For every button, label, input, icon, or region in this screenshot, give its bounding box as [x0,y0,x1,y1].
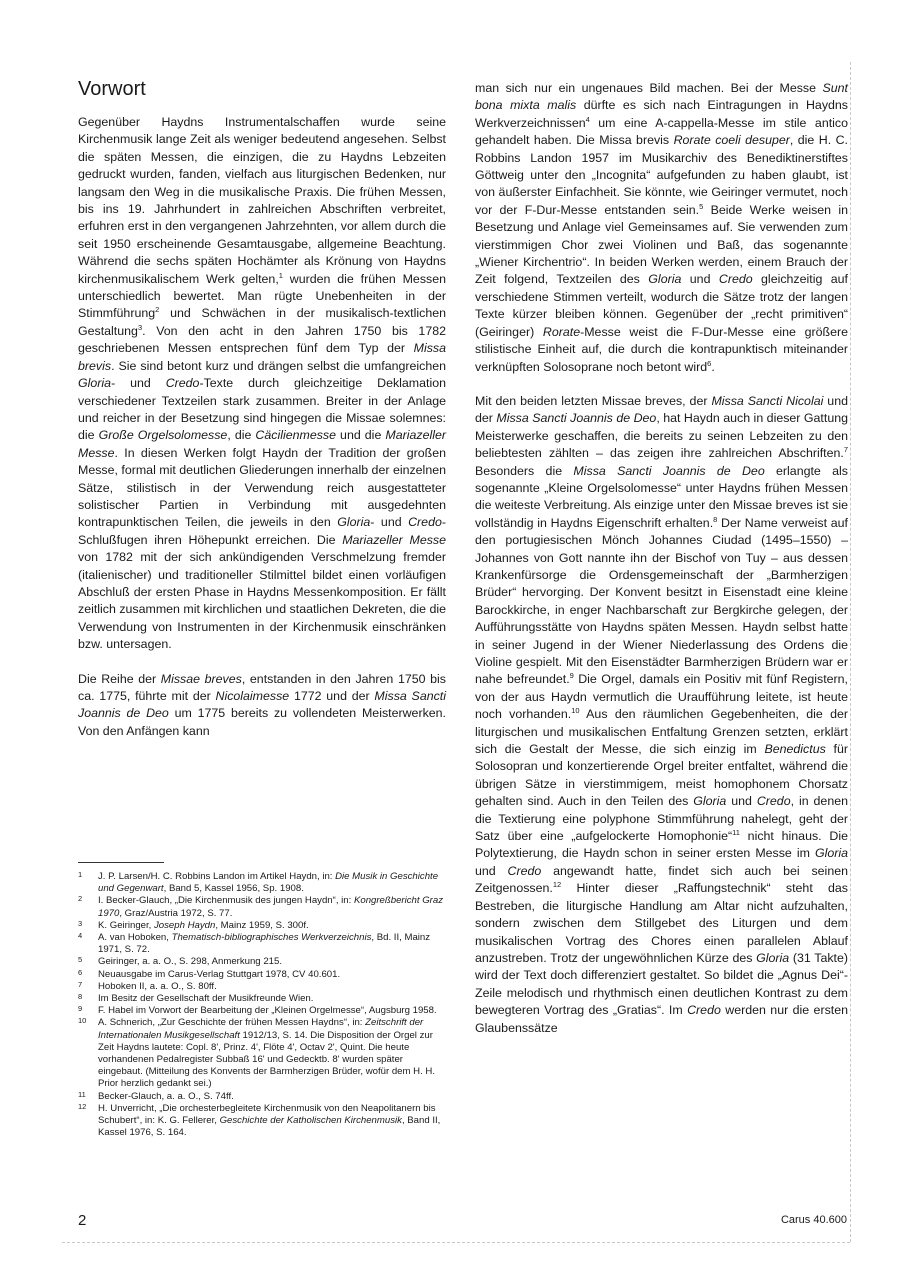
text-run: Geiringer, a. a. O., S. 298, Anmerkung 215. [98,956,282,968]
italic-text: Credo [756,794,791,809]
text-run: I. Becker-Glauch, „Die Kirchenmusik des jungen Haydn“, in: [98,895,354,907]
text-run: -Messe weist die F-Dur-Messe eine größere stilistische Einheit auf, die durch die kontrapunktisch miteinander verknüpften Solosoprane noch betont wird [475,324,848,374]
text-run: Becker-Glauch, a. a. O., S. 74ff. [98,1090,234,1102]
text-run: und [475,863,508,878]
paragraph [475,80,848,376]
text-run: . Von den acht in den Jahren 1750 bis 1782 geschriebenen Messen entsprechen fünf dem Typ der [78,323,446,356]
right-column-body [475,80,848,1037]
italic-text: Missa Sancti Nicolai [711,393,824,408]
text-run: , Band 5, Kassel 1956, Sp. 1908. [163,883,304,895]
italic-text: Kongreßbericht Graz 1970 [98,895,443,919]
text-run: um 1775 bereits zu vollendeten Meisterwerken. Von den Anfängen kann [78,706,446,738]
text-run: Neuausgabe im Carus-Verlag Stuttgart 1978, CV 40.601. [98,968,341,980]
text-run: man sich nur ein ungenaues Bild machen. Bei der Messe [475,81,823,95]
footnote [78,895,446,919]
page-title: Vorwort [78,78,146,100]
italic-text: Gloria [814,846,848,861]
text-run: für Solosopran und konzertierende Orgel breiter entfaltet, während die übrigen Sätze in vierstimmigem, meist homophonem Chorsatz gehalten sind. Auch in den Teilen des [475,742,848,809]
italic-text: Credo [718,272,753,287]
text-run: um eine A-cappella-Messe im stile antico gehandelt haben. Die Missa brevis [475,115,848,148]
italic-text: Credo [165,376,200,391]
italic-text: Credo [687,1003,721,1018]
italic-text: Große Orgelsolomesse [98,428,228,443]
footnote-number: 11 [78,1089,86,1099]
text-run: Hoboken II, a. a. O., S. 80ff. [98,980,217,992]
text-run: Gegenüber Haydns Instrumentalschaffen wurde seine Kirchenmusik lange Zeit als weniger bedeutend angesehen. Selbst die späten Messen, die einzigen, die zu Haydns Lebzeiten gedruckt wurden, fanden, vielfach aus liturgischen Bedenken, nur langsam den Weg in die musikalische Praxis. Die frühen Messen, bis ins 19. Jahrhundert in zahlreichen Abschriften verbreitet, erfuhren erst in den vergangenen Jahrzehnten, vor allem durch die seit 1950 erscheinende Gesamtausgabe, allgemeine Beachtung. Während die sechs späten Hochämter als Krönung von Haydns kirchenmusikalischem Werk gelten, [78,115,446,286]
italic-text: Nicolaimesse [215,689,290,703]
text-run: gleichzeitig auf verschiedene Stimmen verteilt, wodurch die Sätze trotz der langen Texte kürzer bleiben können. Gegenüber der „recht primitiven“ (Geiringer) [475,272,848,339]
footnote-list [78,871,446,1139]
text-run: A. Schnerich, „Zur Geschichte der frühen Messen Haydns“, in: [98,1017,366,1029]
paragraph [475,393,848,1037]
text-run: angewandt hatte, findet sich auch bei seinen Zeitgenossen. [475,863,848,896]
italic-text: Missa Sancti Joannis de Deo [78,689,446,721]
italic-text: Gloria [648,272,682,287]
footnote-ref: 1 [278,270,283,280]
italic-text: Geschichte der Katholischen Kirchenmusik [219,1115,402,1127]
footnote-ref: 12 [552,880,562,890]
text-run: Hinter dieser „Raffungstechnik“ steht das Bestreben, die liturgische Handlung am Altar nicht aufzuhalten, sondern zwischen dem Stillgebet des Liturgen und dem musikalischen Vortrag des Chores einen parallelen Ablauf anzustreben. Trotz der ungewöhnlichen Kürze des [475,881,848,965]
footnotes [78,862,446,1139]
italic-text: Rorate coeli desuper [673,133,790,148]
footnote [78,920,446,932]
footnote-ref: 11 [732,827,740,837]
italic-text: Gloria [756,950,790,965]
footnote [78,956,446,968]
italic-text: Missa brevis [78,341,446,373]
footnote-ref: 2 [155,305,160,315]
italic-text: Missa Sancti Joannis de Deo [573,463,765,478]
footnote-number: 2 [78,894,83,904]
text-run: , in denen die Textierung eine polyphone Stimmführung nahelegt, geht der Satz über eine „aufgelockerte Homophonie“ [475,794,848,844]
footnote [78,1091,446,1103]
italic-text: Gloria [693,794,727,809]
footnote-ref: 4 [585,114,590,124]
text-run: , Graz/Austria 1972, S. 77. [119,907,233,919]
text-run: H. Unverricht, „Die orchesterbegleitete Kirchenmusik von den Neapolitanern bis Schubert“, in: K. G. Fellerer, [98,1102,436,1127]
italic-text: Missae breves [160,671,242,686]
text-run: und [681,272,719,287]
italic-text: Gloria [337,515,371,530]
paragraph [78,671,446,741]
text-run: erlangte als sogenannte „Kleine Orgelsolomesse“ unter Haydns frühen Messen die weiteste Verbreitung. Als einzige unter den Missae breves ist sie vollständig in Haydns Eigenschrift erhalten. [475,463,848,530]
text-run: K. Geiringer, [98,919,154,931]
italic-text: Zeitschrift der Internationalen Musikgesellschaft [98,1017,424,1041]
footnote-number: 1 [78,870,83,879]
text-run: , die H. C. Robbins Landon 1957 im Musikarchiv des Benediktinerstiftes Göttweig unter den „Incognita“ aufgefunden zu haben glaubt, ist von äußerster Einfachheit. Sie könnte, wie Geiringer vermutet, noch vor der F-Dur-Messe entstanden sein. [475,133,848,217]
text-run: Besonders die [475,463,574,478]
footnote-rule [78,862,164,863]
page-edge-bottom [62,1242,850,1243]
footnote-number: 10 [78,1016,87,1026]
text-run: , Band II, Kassel 1976, S. 164. [98,1115,441,1139]
text-run: und [726,794,757,809]
footnote-ref: 8 [713,514,718,524]
text-run: -Schlußfugen ihren Höhepunkt erreichen. Die [78,515,446,547]
text-run: (31 Takte) wird der Text doch differenziert gestaltet. So bildet die „Agnus Dei“-Zeile melodisch und rhythmisch einen deutlichen Kontrast zu dem bewegteren Vortrag des „Gratias“. Im [475,950,848,1018]
footnote-ref: 7 [843,445,848,454]
text-run: Im Besitz der Gesellschaft der Musikfreunde Wien. [98,993,314,1005]
footnote [78,932,446,956]
italic-text: Benedictus [764,742,826,757]
footnote-number: 3 [78,918,83,928]
text-run: - und [370,515,409,530]
text-run: werden nur die ersten Glaubenssätze [475,1003,848,1035]
footnote [78,1103,446,1140]
footnote-ref: 3 [137,322,143,332]
text-run: wurden die frühen Messen unterschiedlich bewertet. Man rügte Unebenheiten in der Stimmführung [78,271,446,321]
text-run: dürfte es sich nach Eintragungen in Haydns Werkverzeichnissen [475,98,848,130]
text-run: . Sie sind betont kurz und drängen selbst die umfangreichen [111,358,446,373]
text-run: . [711,359,715,374]
footnote-ref: 5 [699,201,704,211]
italic-text: Cäcilienmesse [255,428,336,443]
italic-text: Mariazeller Messe [78,428,446,460]
footnote-number: 5 [78,955,83,965]
text-run: , entstanden in den Jahren 1750 bis ca. 1775, führte mit der [78,671,446,703]
italic-text: Sunt bona mixta malis [475,81,848,113]
italic-text: Joseph Haydn [154,919,216,931]
footnote-number: 6 [78,967,83,977]
footnote [78,993,446,1005]
text-run: Die Orgel, damals ein Positiv mit fünf Registern, von der aus Haydn vermutlich die Uraufführung leitete, ist heute noch vorhanden. [475,672,848,722]
footnote [78,1005,446,1017]
text-run: 1772 und der [289,689,375,703]
catalog-number: Carus 40.600 [780,1214,847,1226]
text-run: Der Name verweist auf den portugiesischen Mönch Johannes Ciudad (1495–1550) – Johannes von Gott nannte ihn der Bischof von Tuy – aus dessen Krankenfürsorge die Ordensgemeinschaft der „Barmherzigen Brüder“ hervorging. Der Konvent besitzt in Eisenstadt eine kleine Barockkirche, in enger Nachbarschaft zur Bergkirche gelegen, der Aufführungsstätte von Haydns späten Messen. Haydn selbst hatte in seiner Jugend in der Wiener Niederlassung des Ordens die Violine gespielt. Mit den Eisenstädter Barmherzigen Brüdern war er nahe befreundet. [475,515,848,687]
page-edge-right [850,62,851,1242]
text-run: und Schwächen in der musikalisch-textlichen Gestaltung [78,306,446,338]
italic-text: Die Musik in Geschichte und Gegenwart [98,871,439,895]
italic-text: Credo [408,515,442,530]
left-column [78,78,446,757]
italic-text: Rorate [542,324,581,339]
footnote-number: 7 [78,979,83,989]
footnote [78,1017,446,1090]
italic-text: Mariazeller Messe [342,532,446,547]
italic-text: Thematisch-bibliographisches Werkverzeichnis [171,932,372,944]
right-column [475,80,848,1054]
text-run: -Texte durch gleichzeitige Deklamation verschiedener Textzeilen stark zusammen. Breiter in der Anlage und reicher in der Besetzung sind hingegen die Missae solemnes: die [78,376,447,443]
text-run: . In diesen Werken folgt Haydn der Tradition der großen Messe, formal mit deutlichen Gliederungen innerhalb der einzelnen Sätze, stilistisch in der Verwendung reich ausgestatteter solistischer Partien in Verbindung mit ausgedehnten kontrapunktischen Teilen, die jeweils in den [78,445,446,530]
paragraph [78,114,446,654]
text-run: von 1782 mit der sich ankündigenden Verschmelzung fremder (italienischer) und traditioneller Stilmittel bildet einen vorläufigen Abschluß der ersten Phase in Haydns Messenkomposition. Er fällt zeitlich zusammen mit kirchlichen und staatlichen Dekreten, die die Verwendung von Instrumenten in der Kirchenmusik einschränken bzw. untersagen. [78,550,446,652]
page-number: 2 [78,1212,87,1229]
text-run: , die [227,428,256,443]
text-run: Mit den beiden letzten Missae breves, der [475,393,712,408]
footnote-number: 4 [78,931,83,941]
footnote [78,981,446,993]
footnote [78,871,446,895]
footnote-number: 9 [78,1004,83,1014]
italic-text: Gloria [78,376,112,391]
footnote-ref: 6 [707,358,712,368]
footnote-ref: 10 [571,706,580,716]
text-run: , Bd. II, Mainz 1971, S. 72. [98,932,431,956]
text-run: und der [475,393,848,426]
text-run: Die Reihe der [78,671,161,686]
text-run: A. van Hoboken, [98,932,172,944]
text-run: Aus den räumlichen Gegebenheiten, die der liturgischen und musikalischen Entfaltung Grenzen setzten, erklärt sich die Gestalt der Messe, die sich einzig im [475,707,848,757]
text-run: 1912/13, S. 14. Die Disposition der Orgel zur Zeit Haydns lautete: Copl. 8', Prinz. 4', Flöte 4', Octav 2', Quint. Die heute vorhandenen Pedalregister Subbaß 16' und Gedecktb. 8' wurden später eingebaut. (Mitteilung des Konvents der Barmherzigen Brüder, wofür dem H. H. Prior herzlich gedankt sei.) [98,1029,436,1090]
text-run: J. P. Larsen/H. C. Robbins Landon im Artikel Haydn, in: [98,871,336,882]
italic-text: Credo [507,863,542,878]
text-run: und die [336,428,386,443]
left-column-body [78,114,446,740]
text-run: nicht hinaus. Die Polytextierung, die Haydn schon in seiner ersten Messe im [475,829,848,861]
text-run: - und [111,376,166,391]
italic-text: Missa Sancti Joannis de Deo [496,411,657,426]
footnote [78,969,446,981]
text-run: , Mainz 1959, S. 300f. [215,919,309,931]
footnote-ref: 9 [569,671,574,681]
text-run: , hat Haydn auch in dieser Gattung Meisterwerke geschaffen, die bereits zu seinen Lebzeiten zu den beliebtesten zählten – das zeigen ihre zahlreichen Abschriften. [475,411,848,461]
footnote-number: 8 [78,992,83,1002]
footnote-number: 12 [78,1101,87,1111]
text-run: Beide Werke weisen in Besetzung und Anlage viel Gemeinsames auf. Sie verwenden zum vierstimmigen Chor zwei Violinen und Baß, das sogenannte „Wiener Kirchentrio“. In beiden Werken werden, einem Brauch der Zeit folgend, Textzeilen des [475,202,848,287]
text-run: F. Habel im Vorwort der Bearbeitung der „Kleinen Orgelmesse“, Augsburg 1958. [98,1005,437,1017]
